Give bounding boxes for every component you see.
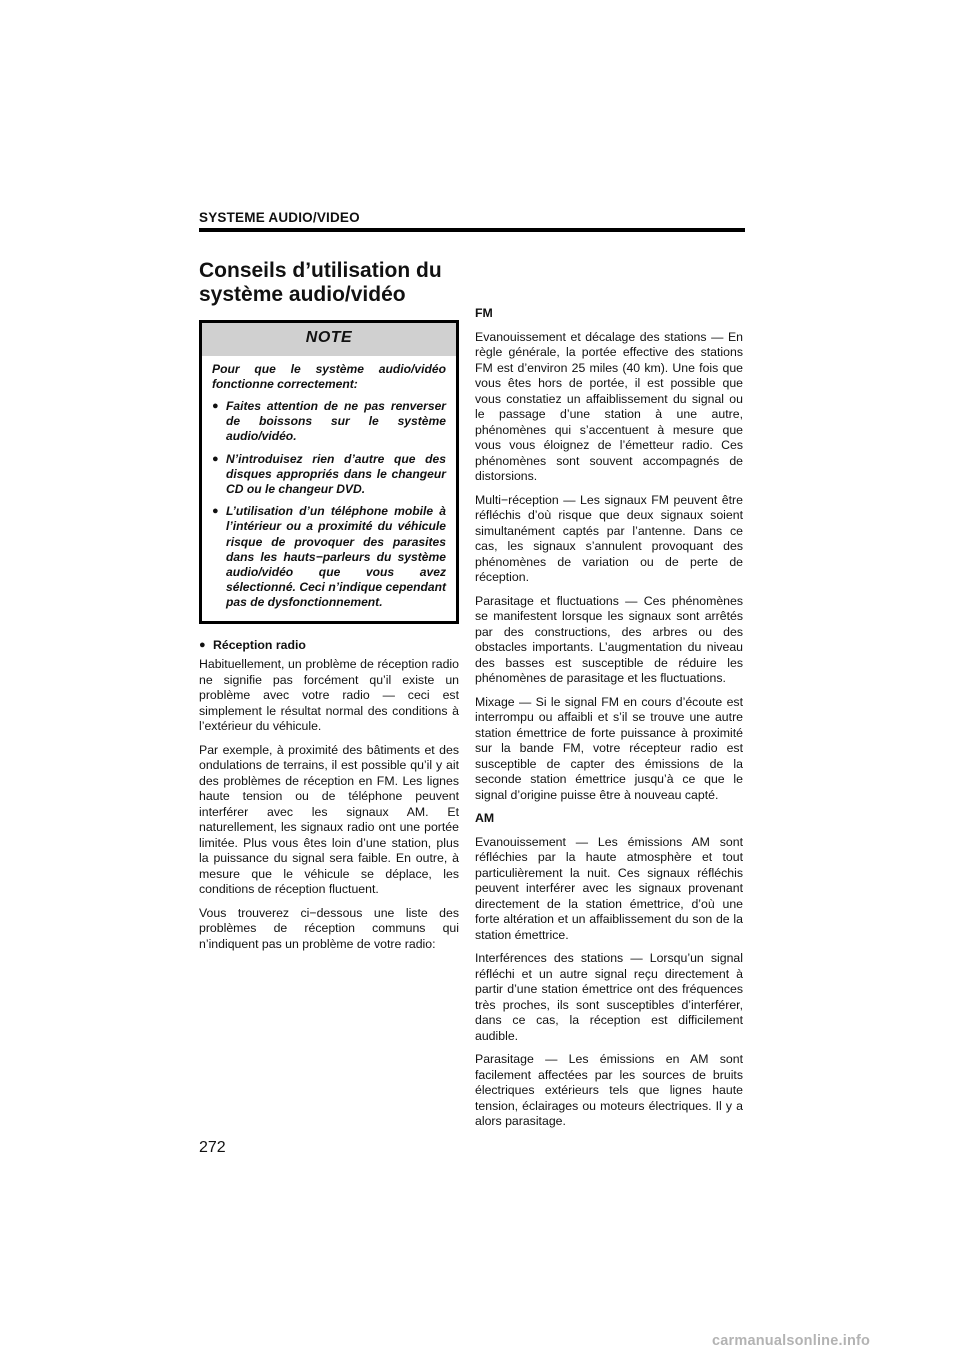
section-title: Conseils d’utilisation du système audio/vidéo	[199, 259, 442, 306]
am-heading: AM	[475, 811, 495, 825]
am-paragraph: Interférences des stations — Lorsqu’un signal réfléchi et un autre signal reçu directement à partir d’une station émettrice ont des fréquences très proches, ils sont susceptibles d’interférer, dans ce cas, la réception est difficilement audible.	[475, 951, 743, 1043]
am-paragraph: Parasitage — Les émissions en AM sont facilement affectées par les sources de bruits électriques extérieurs tels que lignes haute tension, éclairages ou moteurs électriques. Il y a alors parasitage.	[475, 1052, 743, 1128]
note-item	[212, 399, 446, 445]
page-number: 272	[199, 1139, 226, 1156]
bullet-icon: ●	[212, 399, 219, 412]
watermark: carmanualsonline.info	[712, 1333, 871, 1349]
note-item-text: L’utilisation d’un téléphone mobile à l’intérieur ou a proximité du véhicule risque de provoquer des parasites dans les hauts−parleurs du système audio/vidéo que vous avez sélectionné. Ceci n’indique cependant pas de dysfonctionnement.	[226, 504, 446, 610]
header-rule	[199, 228, 745, 232]
fm-paragraph: Evanouissement et décalage des stations — En règle générale, la portée effective des stations FM est d’environ 25 miles (40 km). Une fois que vous êtes hors de portée, il est possible que vous constatiez un affaiblissement du signal ou le passage d’une station à une autre, phénomènes qui s’accentuent à mesure que vous vous éloignez de l’émetteur radio. Ces phénomènes sont souvent accompagnés de distorsions.	[475, 329, 743, 483]
note-item-text: N’introduisez rien d’autre que des disques appropriés dans le changeur CD ou le changeur DVD.	[226, 451, 446, 496]
note-item-text: Faites attention de ne pas renverser de boissons sur le système audio/vidéo.	[226, 398, 446, 444]
note-intro: Pour que le système audio/vidéo fonctionne correctement:	[212, 361, 446, 391]
fm-paragraph: Parasitage et fluctuations — Ces phénomènes se manifestent lorsque les signaux sont arrêtés par des constructions, des arbres ou des obstacles importants. L’augmentation du niveau des basses est susceptible de réduire les phénomènes de parasitage et les fluctuations.	[475, 593, 743, 685]
am-paragraph: Evanouissement — Les émissions AM sont réfléchies par la haute atmosphère et tout particulièrement la nuit. Ces signaux réfléchis peuvent interférer avec les signaux provenant directement de la station émettrice, d’où une forte altération et un affaiblissement du son de la station émettrice.	[475, 834, 743, 942]
left-column	[199, 320, 459, 960]
right-column	[475, 306, 743, 1138]
fm-paragraph: Mixage — Si le signal FM en cours d’écoute est interrompu ou affaibli et s’il se trouve une autre station émettrice de forte puissance à proximité sur la bande FM, votre récepteur radio est susceptible de capter des émissions de la seconde station émettrice jusqu’à ce que le signal d’origine puisse être à nouveau capté.	[475, 694, 743, 802]
note-item	[212, 504, 446, 610]
reception-paragraph: Habituellement, un problème de réception radio ne signifie pas forcément qu’il existe un problème avec votre radio — ceci est simplement le résultat normal des conditions à l’extérieur du véhicule.	[199, 657, 459, 734]
bullet-icon: ●	[212, 505, 219, 518]
note-item	[212, 452, 446, 498]
reception-paragraph: Par exemple, à proximité des bâtiments et des ondulations de terrains, il est possible qu’il y ait des problèmes de réception en FM. Les lignes haute tension ou de téléphone peuvent interférer avec les signaux AM. Et naturellement, les signaux radio ont une portée limitée. Plus vous êtes loin d’une station, plus la puissance du signal sera faible. En outre, à mesure que le véhicule se déplace, les conditions de réception fluctuent.	[199, 742, 459, 897]
reception-heading	[199, 638, 459, 654]
note-body	[202, 356, 456, 621]
bullet-icon: ●	[199, 638, 206, 651]
note-box	[199, 320, 459, 624]
reception-paragraph: Vous trouverez ci−dessous une liste des problèmes de réception communs qui n’indiquent pas un problème de votre radio:	[199, 905, 459, 951]
bullet-icon: ●	[212, 452, 219, 465]
reception-heading-text: Réception radio	[213, 637, 306, 652]
running-header: SYSTEME AUDIO/VIDEO	[199, 210, 360, 225]
fm-heading: FM	[475, 306, 493, 320]
note-heading: NOTE	[202, 323, 456, 356]
fm-paragraph: Multi−réception — Les signaux FM peuvent être réfléchis d’où risque que deux signaux soient simultanément captés par l’antenne. Dans ce cas, les signaux s’annulent provoquant des phénomènes de variation ou de perte de réception.	[475, 492, 743, 584]
